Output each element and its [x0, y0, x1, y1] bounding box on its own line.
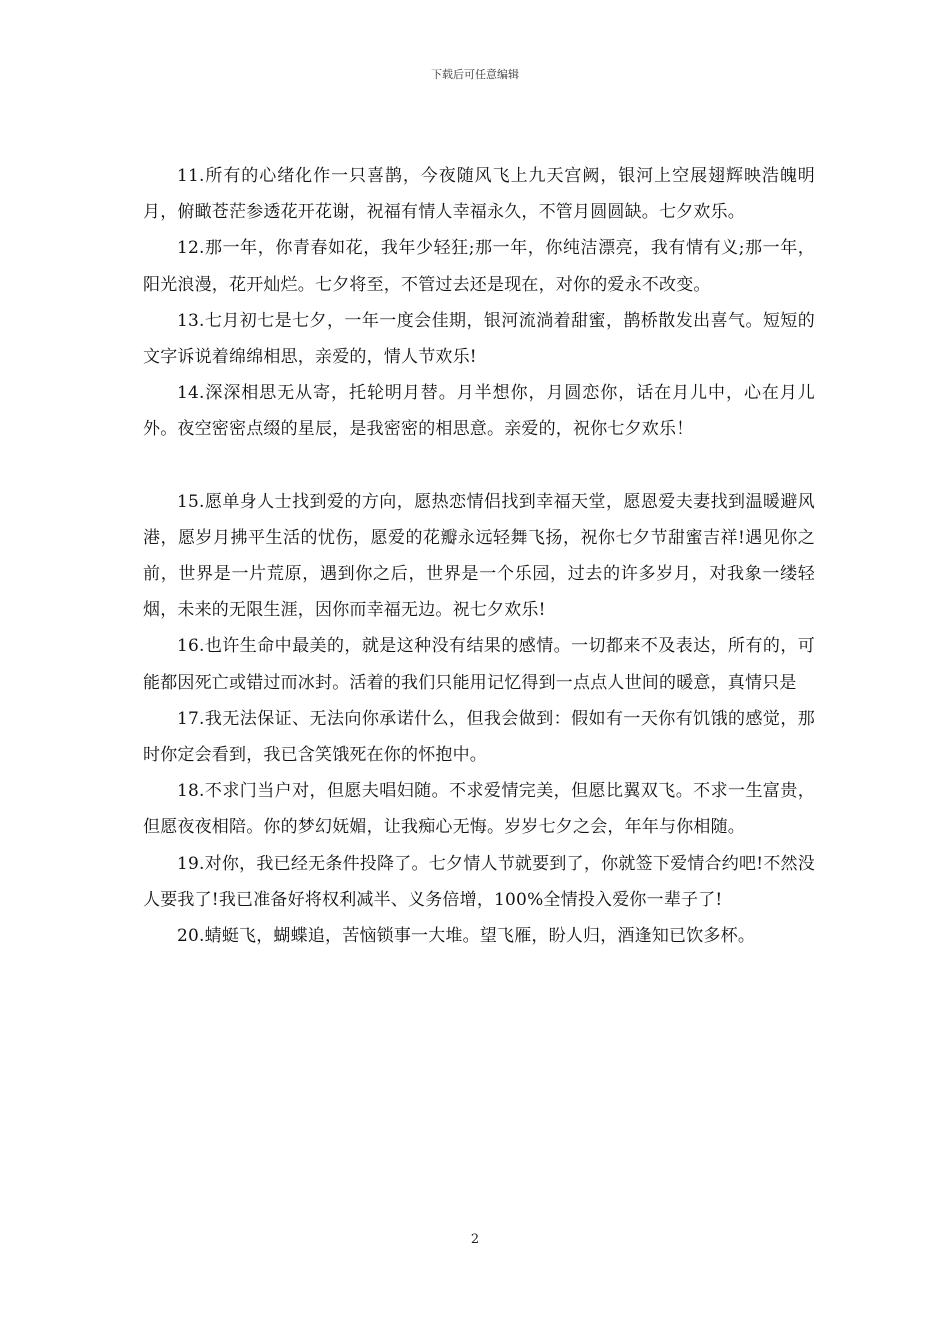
paragraph-20: 20.蜻蜓飞，蝴蝶追，苦恼锁事一大堆。望飞雁，盼人归，酒逢知已饮多杯。: [177, 926, 756, 947]
page-header: 下载后可任意编辑: [431, 68, 519, 81]
paragraph-19: 19.对你，我已经无条件投降了。七夕情人节就要到了，你就签下爱情合约吧!不然没人要我了!我已准备好将权利减半、义务倍增，100%全情投入爱你一辈子了!: [143, 853, 815, 910]
document-body: [143, 158, 815, 954]
paragraph-18: 18.不求门当户对，但愿夫唱妇随。不求爱情完美，但愿比翼双飞。不求一生富贵，但愿夜夜相陪。你的梦幻妩媚，让我痴心无悔。岁岁七夕之会，年年与你相随。: [143, 781, 815, 838]
paragraph-14: 14.深深相思无从寄，托轮明月替。月半想你，月圆恋你，话在月儿中，心在月儿外。夜空密密点缀的星辰，是我密密的相思意。亲爱的，祝你七夕欢乐！: [143, 383, 815, 440]
paragraph-gap: [143, 448, 815, 484]
paragraph-16: 16.也许生命中最美的，就是这种没有结果的感情。一切都来不及表达，所有的，可能都因死亡或错过而冰封。活着的我们只能用记忆得到一点点人世间的暖意，真情只是: [143, 636, 815, 693]
paragraph-17: 17.我无法保证、无法向你承诺什么，但我会做到：假如有一天你有饥饿的感觉，那时你定会看到，我已含笑饿死在你的怀抱中。: [143, 708, 815, 766]
paragraph-15: 15.愿单身人士找到爱的方向，愿热恋情侣找到幸福天堂，愿恩爱夫妻找到温暖避风港，愿岁月拂平生活的忧伤，愿爱的花瓣永远轻舞飞扬，祝你七夕节甜蜜吉祥!遇见你之前，世界是一片荒原，遇到你之后，世界是一个乐园，过去的许多岁月，对我象一缕轻烟，未来的无限生涯，因你而幸福无边。祝七夕欢乐!: [143, 491, 815, 621]
page-number: 2: [470, 1232, 480, 1247]
paragraph-11: 11.所有的心绪化作一只喜鹊，今夜随风飞上九天宫阙，银河上空展翅辉映浩魄明月，俯瞰苍茫参透花开花谢，祝福有情人幸福永久，不管月圆圆缺。七夕欢乐。: [143, 166, 815, 223]
paragraph-13: 13.七月初七是七夕，一年一度会佳期，银河流淌着甜蜜，鹊桥散发出喜气。短短的文字诉说着绵绵相思，亲爱的，情人节欢乐!: [143, 310, 815, 368]
paragraph-12: 12.那一年，你青春如花，我年少轻狂;那一年，你纯洁漂亮，我有情有义;那一年，阳光浪漫，花开灿烂。七夕将至，不管过去还是现在，对你的爱永不改变。: [143, 238, 815, 295]
